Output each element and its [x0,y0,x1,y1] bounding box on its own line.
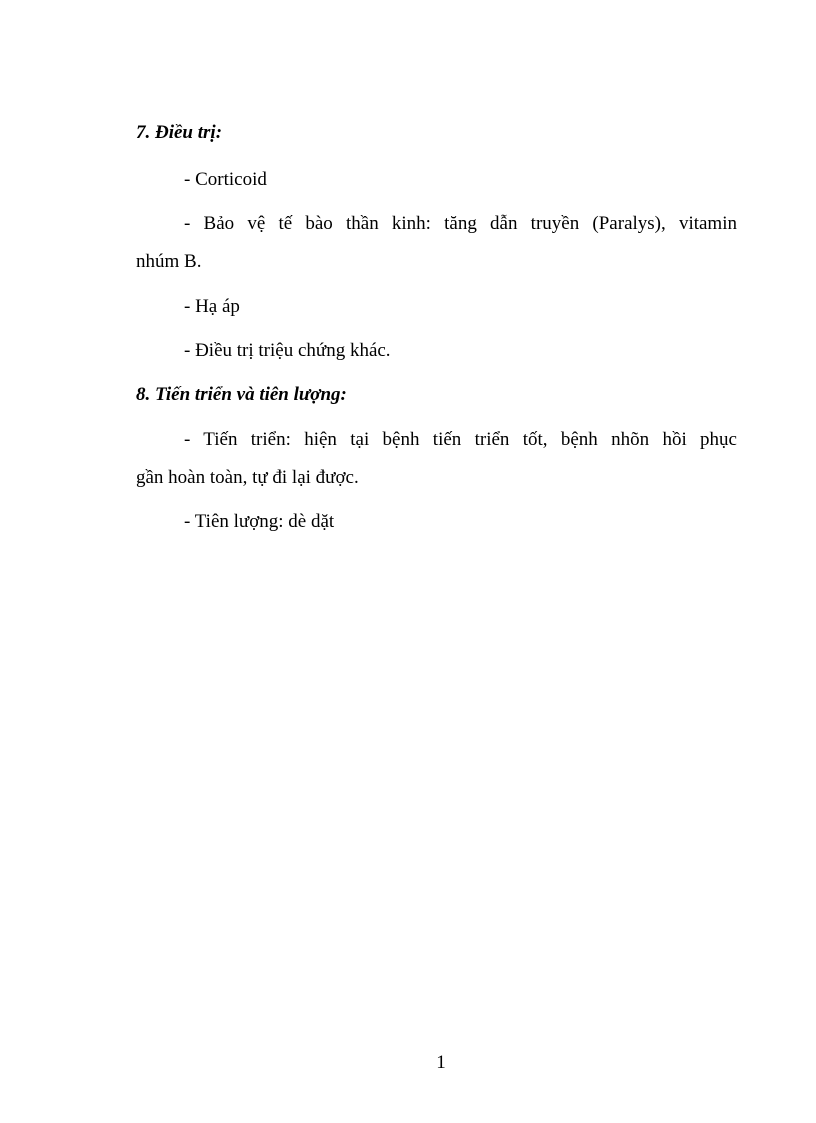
treatment-item-blood-pressure: - Hạ áp [184,296,240,317]
progress-item-line2: gần hoàn toàn, tự đi lại được. [136,467,359,488]
page-number: 1 [436,1052,446,1073]
treatment-item-symptomatic: - Điều trị triệu chứng khác. [184,340,391,361]
treatment-item-corticoid: - Corticoid [184,169,267,190]
progress-item-line1: - Tiến triển: hiện tại bệnh tiến triển tốt, bệnh nhõn hồi phục [184,429,737,450]
prognosis-item: - Tiên lượng: dè dặt [184,511,335,532]
treatment-item-neuro-protection-line2: nhúm B. [136,251,202,272]
treatment-item-neuro-protection-line1: - Bảo vệ tế bào thần kinh: tăng dẫn truyền (Paralys), vitamin [184,213,737,234]
section-7-heading: 7. Điều trị: [136,122,223,143]
section-8-heading: 8. Tiến triển và tiên lượng: [136,384,347,405]
